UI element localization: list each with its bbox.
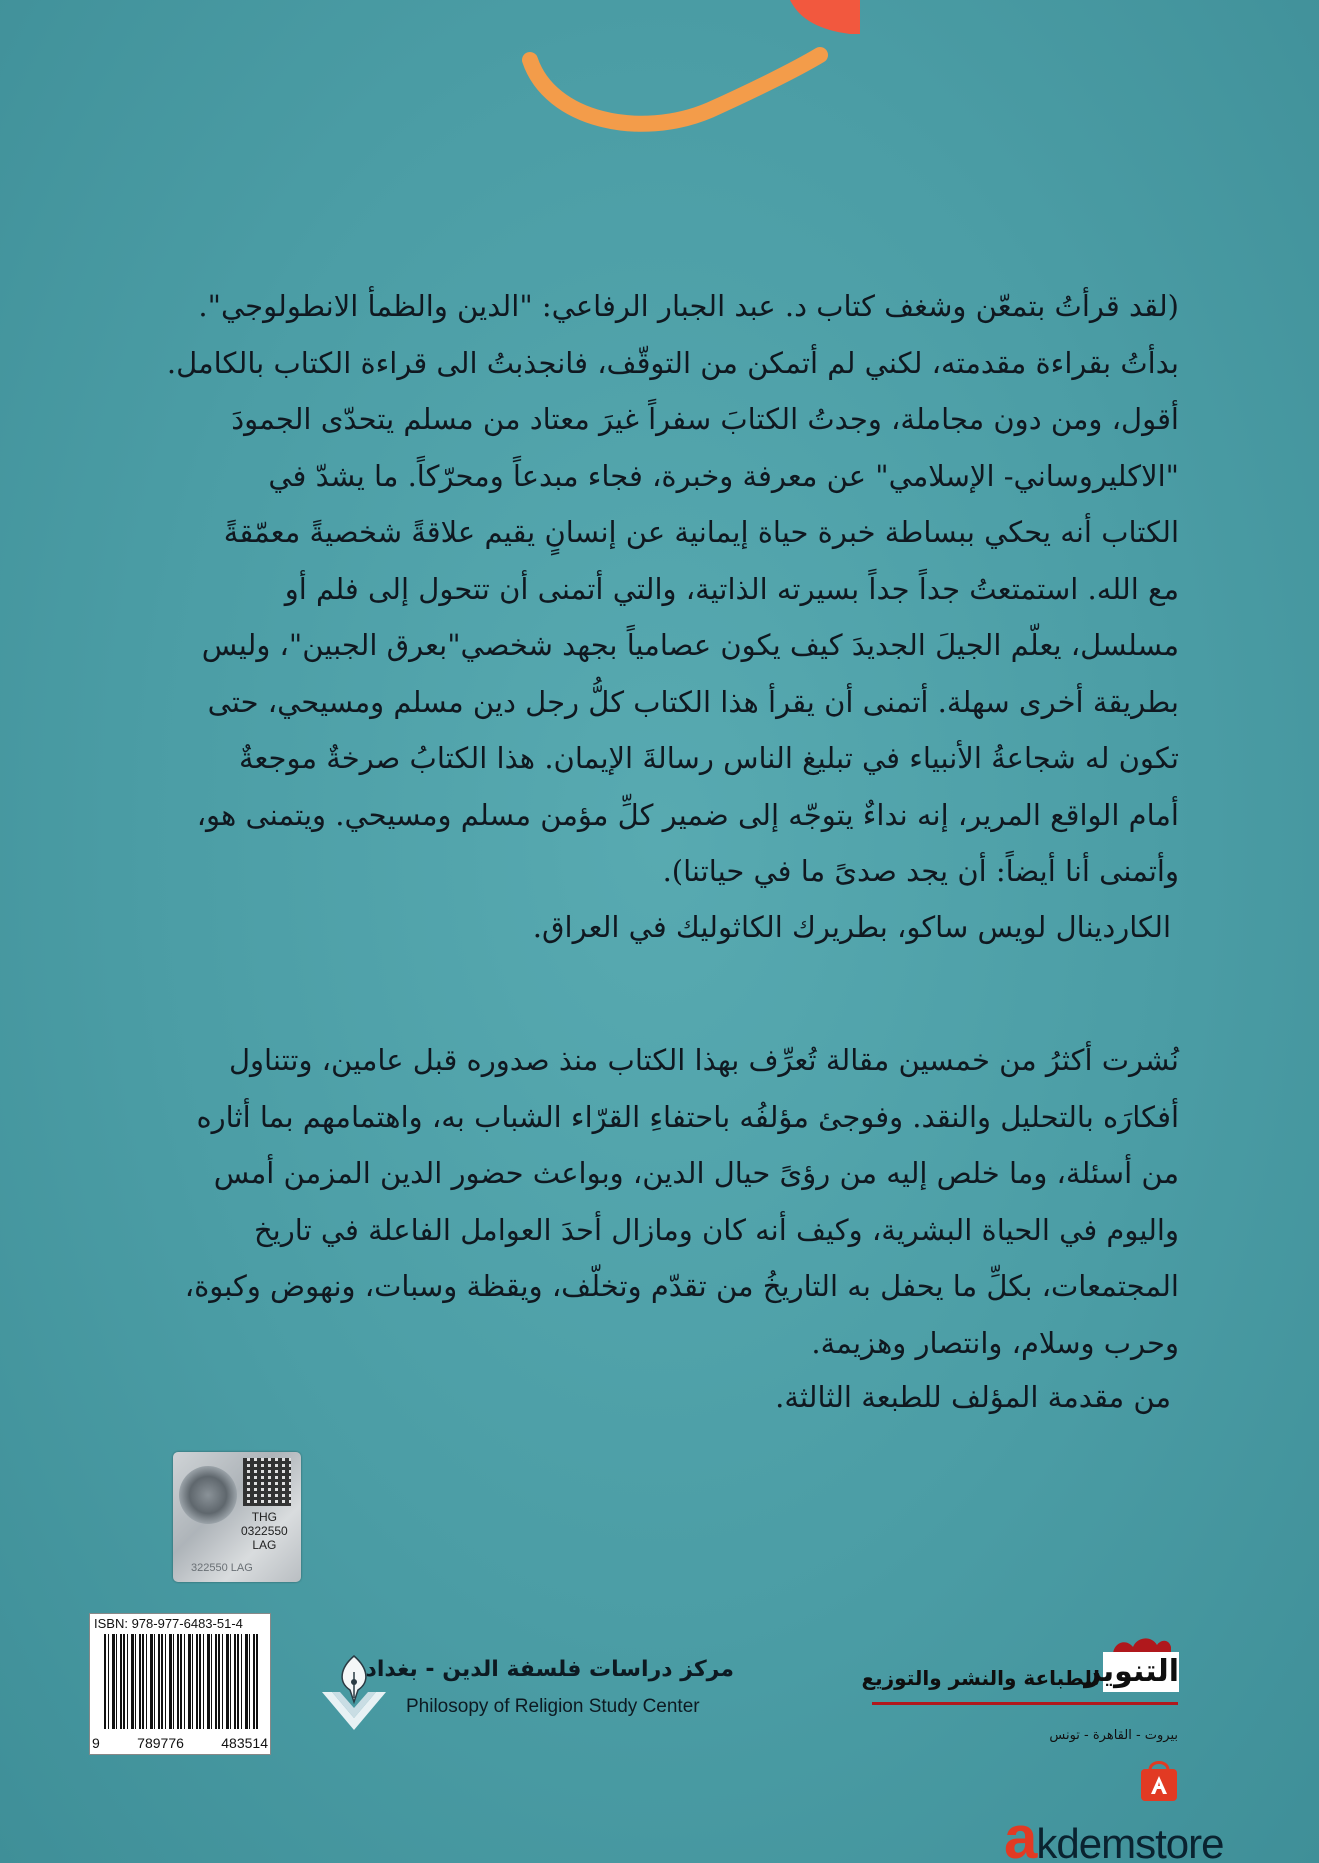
endorsement-line: الكتاب أنه يحكي ببساطة خبرة حياة إيمانية عن إنسانٍ يقيم علاقةً شخصيةً معمّقةً [223, 515, 1179, 549]
endorsement-line: بطريقة أخرى سهلة. أتمنى أن يقرأ هذا الكتاب كلُّ رجل دين مسلم ومسيحي، حتى [207, 684, 1179, 719]
security-sticker [173, 1452, 301, 1582]
endorsement-line: (لقد قرأتُ بتمعّن وشغف كتاب د. عبد الجبار الرفاعي: "الدين والظمأ الانطولوجي". [198, 289, 1179, 323]
publisher-underline [872, 1702, 1178, 1705]
endorsement-line: أقول، ومن دون مجاملة، وجدتُ الكتابَ سفراً غيرَ معتاد من مسلم يتحدّى الجمودَ [231, 402, 1179, 436]
endorsement-attribution: الكاردينال لويس ساكو، بطريرك الكاثوليك في العراق. [532, 910, 1171, 944]
author-note-line: واليوم في الحياة البشرية، وكيف أنه كان ومازال أحدَ العوامل الفاعلة في تاريخ [253, 1212, 1179, 1247]
barcode-bars [104, 1634, 258, 1729]
publisher-tagline: للطباعة والنشر والتوزيع [861, 1666, 1100, 1690]
sticker-code: THG 0322550 LAG [241, 1510, 288, 1552]
publisher-brand: التنوير [1103, 1652, 1179, 1692]
author-note-line: نُشرت أكثرُ من خمسين مقالة تُعرِّف بهذا الكتاب منذ صدوره قبل عامين، وتتناول [228, 1043, 1179, 1077]
endorsement-line: تكون له شجاعةُ الأنبياء في تبليغ الناس رسالةَ الإيمان. هذا الكتابُ صرخةٌ موجعةٌ [239, 741, 1179, 775]
author-note-line: أفكارَه بالتحليل والنقد. وفوجئ مؤلفُه باحتفاءِ القرّاء الشباب به، واهتمامهم بما أثاره [196, 1099, 1179, 1134]
endorsement-line: أمام الواقع المرير، إنه نداءٌ يتوجّه إلى ضمير كلِّ مؤمن مسلم ومسيحي. ويتمنى هو، [196, 797, 1179, 832]
author-note-attribution: من مقدمة المؤلف للطبعة الثالثة. [775, 1380, 1171, 1414]
qr-code-icon [243, 1458, 291, 1506]
hologram-seal-icon [179, 1466, 237, 1524]
endorsement-line: "الاكليروساني- الإسلامي" عن معرفة وخبرة، فجاء مبدعاً ومحرّكاً. ما يشدّ في [268, 458, 1179, 493]
author-note-line: من أسئلة، وما خلص إليه من رؤىً حيال الدين، وبواعث حضور الدين المزمن أمس [213, 1156, 1179, 1190]
store-watermark: akdemstore [1004, 1804, 1224, 1863]
publisher-cities: بيروت - القاهرة - تونس [1049, 1728, 1178, 1743]
sticker-code-faded: 322550 LAG [191, 1562, 253, 1574]
store-bag-icon [1138, 1756, 1180, 1802]
endorsement-line: بدأتُ بقراءة مقدمته، لكني لم أتمكن من التوقّف، فانجذبتُ الى قراءة الكتاب بالكامل. [166, 345, 1179, 380]
study-center-name-arabic: مركز دراسات فلسفة الدين - بغداد [365, 1657, 734, 1682]
isbn-label: ISBN: 978-977-6483-51-4 [94, 1616, 243, 1631]
isbn-barcode [89, 1613, 271, 1755]
barcode-digits: 9 789776 483514 [92, 1735, 268, 1751]
endorsement-paragraph [139, 278, 1179, 900]
author-note-paragraph [139, 1032, 1179, 1371]
author-note-line: المجتمعات، بكلِّ ما يحفل به التاريخُ من تقدّم وتخلّف، ويقظة وسبات، ونهوض وكبوة، [184, 1269, 1179, 1303]
author-note-line: وحرب وسلام، وانتصار وهزيمة. [811, 1325, 1179, 1360]
endorsement-line: مع الله. استمتعتُ جداً جداً بسيرته الذاتية، والتي أتمنى أن تتحول إلى فلم أو [284, 571, 1179, 606]
endorsement-line: مسلسل، يعلّم الجيلَ الجديدَ كيف يكون عصامياً بجهد شخصي"بعرق الجبين"، وليس [201, 628, 1179, 662]
study-center-name-english: Philosopy of Religion Study Center [406, 1696, 700, 1717]
calligraphy-stroke [520, 0, 860, 140]
endorsement-line: وأتمنى أنا أيضاً: أن يجد صدىً ما في حياتنا). [662, 854, 1179, 888]
